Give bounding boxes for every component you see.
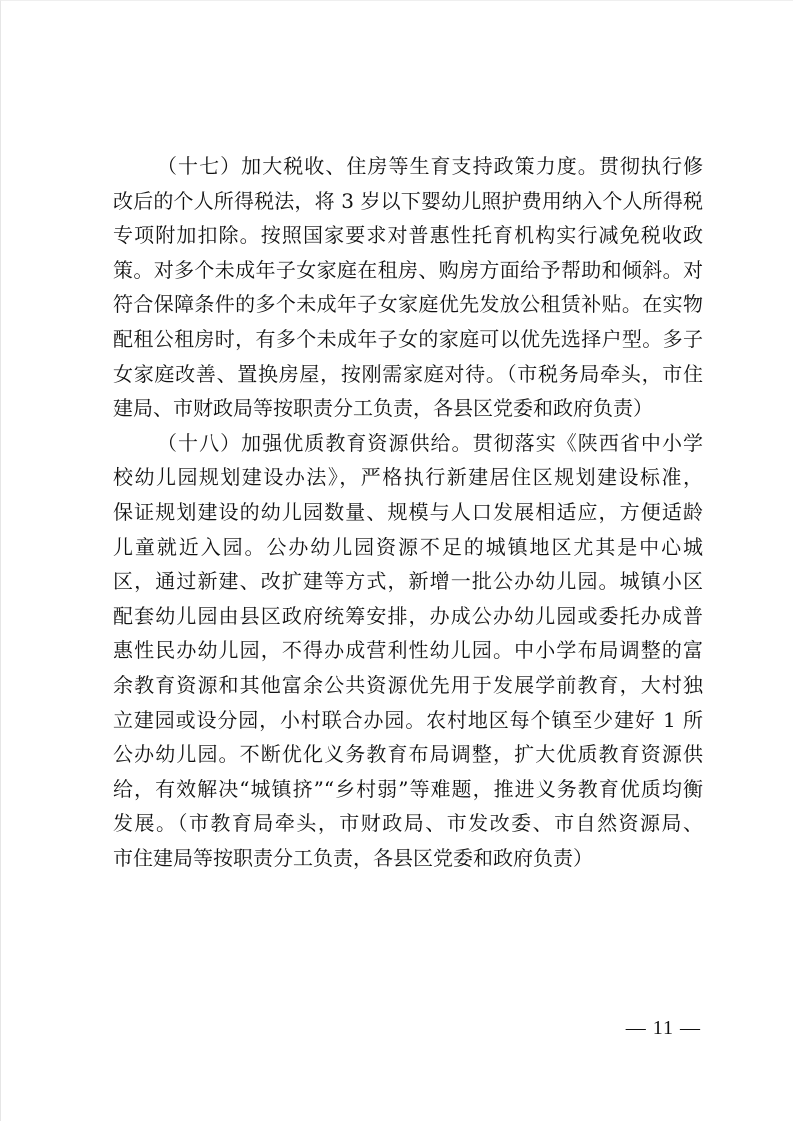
paragraph-1-line-3: 专项附加扣除。按照国家要求对普惠性托育机构实行减免税收政 [113, 223, 703, 248]
paragraph-1-line-5: 符合保障条件的多个未成年子女家庭优先发放公租赁补贴。在实物 [113, 292, 703, 317]
paragraph-1-line-4: 策。对多个未成年子女家庭在租房、购房方面给予帮助和倾斜。对 [113, 257, 703, 282]
paragraph-2-line-3: 保证规划建设的幼儿园数量、规模与人口发展相适应，方便适龄 [113, 499, 703, 524]
paragraph-2-line-8: 余教育资源和其他富余公共资源优先用于发展学前教育，大村独 [113, 672, 703, 697]
paragraph-1-line-1: （十七）加大税收、住房等生育支持政策力度。贯彻执行修 [157, 154, 703, 178]
paragraph-2-line-12: 发展。（市教育局牵头，市财政局、市发改委、市自然资源局、 [113, 811, 703, 836]
page-number: — 11 — [625, 1017, 701, 1039]
paragraph-2-line-7: 惠性民办幼儿园，不得办成营利性幼儿园。中小学布局调整的富 [113, 638, 703, 663]
paragraph-2-line-9: 立建园或设分园，小村联合办园。农村地区每个镇至少建好 1 所 [113, 707, 703, 732]
paragraph-1-line-2: 改后的个人所得税法，将 3 岁以下婴幼儿照护费用纳入个人所得税 [113, 188, 703, 213]
paragraph-1-line-6: 配租公租房时，有多个未成年子女的家庭可以优先选择户型。多子 [113, 326, 703, 351]
paragraph-2-line-6: 配套幼儿园由县区政府统筹安排，办成公办幼儿园或委托办成普 [113, 603, 703, 628]
paragraph-2-line-5: 区，通过新建、改扩建等方式，新增一批公办幼儿园。城镇小区 [113, 569, 703, 594]
paragraph-2-line-10: 公办幼儿园。不断优化义务教育布局调整，扩大优质教育资源供 [113, 742, 703, 767]
paragraph-2-line-1: （十八）加强优质教育资源供给。贯彻落实《陕西省中小学 [157, 430, 703, 455]
paragraph-2-line-11: 给，有效解决“城镇挤”“乡村弱”等难题，推进义务教育优质均衡 [113, 776, 703, 801]
document-body [113, 149, 703, 875]
paragraph-2-line-2: 校幼儿园规划建设办法》，严格执行新建居住区规划建设标准， [113, 465, 703, 490]
paragraph-2-line-13: 市住建局等按职责分工负责，各县区党委和政府负责） [113, 845, 593, 870]
paragraph-1-line-8: 建局、市财政局等按职责分工负责，各县区党委和政府负责） [113, 396, 653, 421]
paragraph-2-line-4: 儿童就近入园。公办幼儿园资源不足的城镇地区尤其是中心城 [113, 534, 703, 559]
paragraph-1-line-7: 女家庭改善、置换房屋，按刚需家庭对待。（市税务局牵头，市住 [113, 361, 703, 386]
